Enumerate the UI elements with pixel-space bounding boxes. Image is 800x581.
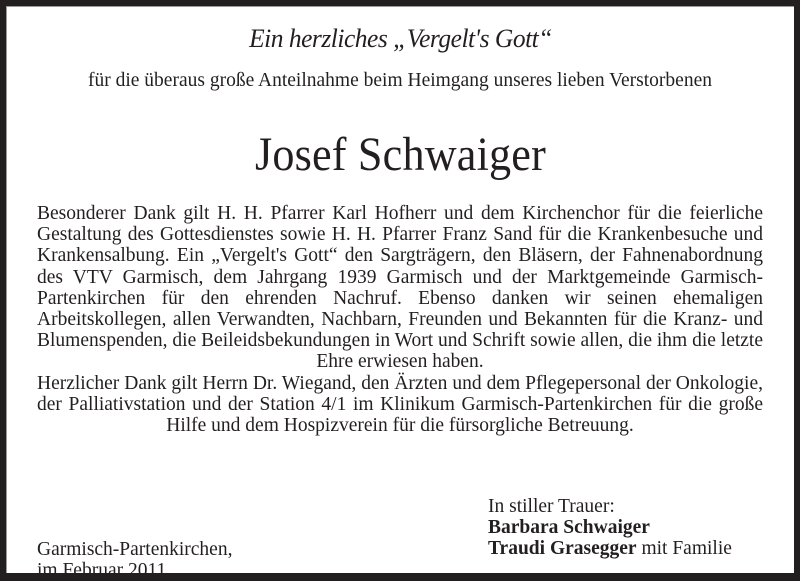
date: im Februar 2011 [37, 560, 167, 581]
deceased-name: Josef Schwaiger [255, 128, 546, 181]
mourning-label: In stiller Trauer: [488, 496, 615, 517]
thanks-body [37, 203, 763, 436]
thanks-paragraph-1: Besonderer Dank gilt H. H. Pfarrer Karl Hofherr und dem Kirchenchor für die feierliche Gestaltung des Gottesdienstes sowie H. H. Pfarrer Franz Sand für die Krankenbesuche und Krankensalbung. Ein „Vergelt's Gott“ den Sargträgern, den Bläsern, der Fahnenabordnung des VTV Garmisch, dem Jahrgang 1939 Garmisch und der Marktgemeinde Garmisch-Partenkirchen für den ehrenden Nachruf. Ebenso danken wir seinen ehemaligen Arbeitskollegen, allen Verwandten, Nachbarn, Freunden und Bekannten für die Kranz- und Blumenspenden, die Beileidsbekundungen in Wort und Schrift sowie allen, die ihm die letzte Ehre erwiesen haben. [37, 203, 763, 373]
mourner [488, 517, 732, 538]
intro-text: für die überaus große Anteilnahme beim Heimgang unseres lieben Verstorbenen [88, 70, 712, 91]
mourner-suffix: mit Familie [636, 538, 732, 559]
headline: Ein herzliches „Vergelt's Gott“ [249, 24, 552, 53]
obituary-notice [6, 6, 794, 581]
thanks-paragraph-2: Herzlicher Dank gilt Herrn Dr. Wiegand, den Ärzten und dem Pflegepersonal der Onkologie, der Palliativstation und der Station 4/1 im Klinikum Garmisch-Partenkirchen für die große Hilfe und dem Hospizverein für die fürsorgliche Betreuung. [37, 372, 763, 437]
place: Garmisch-Partenkirchen, [37, 539, 233, 560]
place-date [37, 539, 232, 581]
mourner-name: Traudi Grasegger [488, 538, 637, 559]
mourner [488, 538, 732, 559]
mourners-block [488, 496, 732, 559]
mourner-name: Barbara Schwaiger [488, 517, 650, 538]
